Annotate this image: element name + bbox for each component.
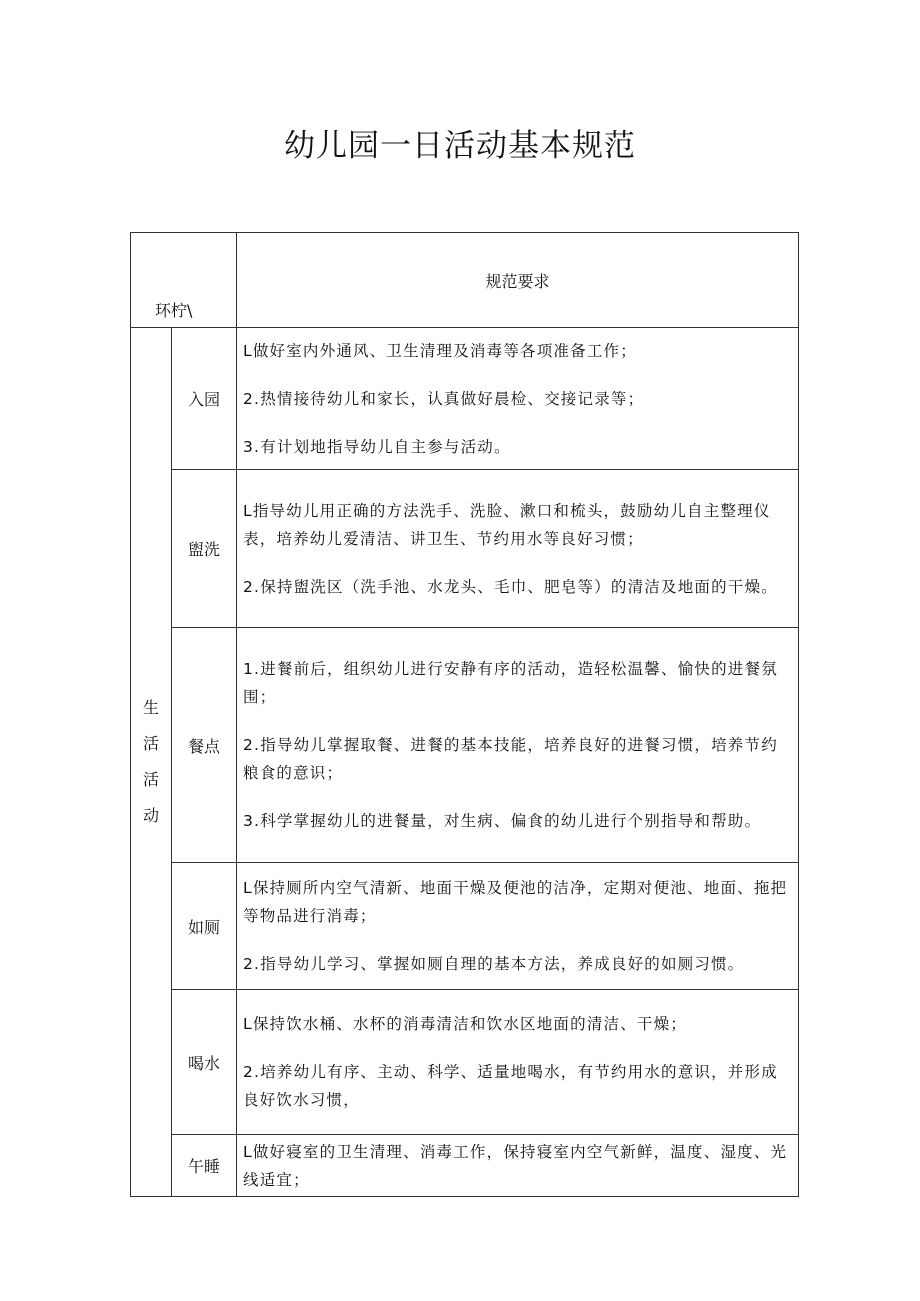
table-row [131,863,799,990]
requirement-cell [237,470,799,628]
spec-table [130,232,799,1197]
requirement-item: 2.保持盥洗区（洗手池、水龙头、毛巾、肥皂等）的清洁及地面的干燥。 [243,577,778,596]
page-title: 幼儿园一日活动基本规范 [284,128,636,164]
requirement-cell [237,1135,799,1197]
requirement-cell [237,863,799,990]
header-requirement-label: 规范要求 [485,271,550,291]
requirement-item: L指导幼儿用正确的方法洗手、洗脸、漱口和梳头，鼓励幼儿自主整理仪表，培养幼儿爱清洁、讲卫生、节约用水等良好习惯； [243,501,771,548]
requirement-cell [237,990,799,1135]
requirement-item: 1.进餐前后，组织幼儿进行安静有序的活动，造轻松温馨、愉快的进餐氛围； [243,660,778,706]
requirement-item: L做好寝室的卫生清理、消毒工作，保持寝室内空气新鲜，温度、湿度、光线适宜； [243,1142,788,1189]
category-char: 活 [142,734,159,753]
header-requirement-cell [237,233,799,328]
activity-cell [172,628,237,863]
activity-cell [172,470,237,628]
requirement-item: 3.有计划地指导幼儿自主参与活动。 [243,437,511,456]
requirement-item: 2.指导幼儿学习、掌握如厕自理的基本方法，养成良好的如厕习惯。 [243,955,745,973]
table-row [131,328,799,470]
category-char: 生 [142,698,159,717]
requirement-item: 2.指导幼儿掌握取餐、进餐的基本技能，培养良好的进餐习惯，培养节约粮食的意识； [243,736,778,782]
activity-label: 餐点 [187,736,220,756]
category-char: 活 [142,770,159,789]
requirement-item: 3.科学掌握幼儿的进餐量，对生病、偏食的幼儿进行个别指导和帮助。 [243,812,762,830]
activity-cell [172,863,237,990]
activity-label: 如厕 [187,917,220,937]
requirement-item: L保持饮水桶、水杯的消毒清洁和饮水区地面的清洁、干燥； [243,1015,688,1033]
activity-label: 入园 [187,390,220,409]
requirement-item: L做好室内外通风、卫生清理及消毒等各项准备工作； [243,341,637,360]
table-row [131,990,799,1135]
activity-cell [172,328,237,470]
header-link-label: 环柠\ [155,301,193,320]
requirement-cell [237,628,799,863]
header-link-cell [131,233,237,328]
table-header-row [131,233,799,328]
requirement-item: 2.培养幼儿有序、主动、科学、适量地喝水，有节约用水的意识，并形成良好饮水习惯， [243,1063,778,1109]
activity-label: 午睡 [187,1157,220,1176]
activity-label: 盥洗 [187,540,220,559]
requirement-item: L保持厕所内空气清新、地面干燥及便池的洁净，定期对便池、地面、拖把等物品进行消毒； [243,879,788,925]
activity-label: 喝水 [187,1053,220,1073]
activity-cell [172,990,237,1135]
category-char: 动 [142,806,159,825]
category-cell [131,328,172,1197]
requirement-item: 2.热情接待幼儿和家长，认真做好晨检、交接记录等； [243,389,645,408]
table-row [131,1135,799,1197]
table-row [131,628,799,863]
table-row [131,470,799,628]
requirement-cell [237,328,799,470]
activity-cell [172,1135,237,1197]
